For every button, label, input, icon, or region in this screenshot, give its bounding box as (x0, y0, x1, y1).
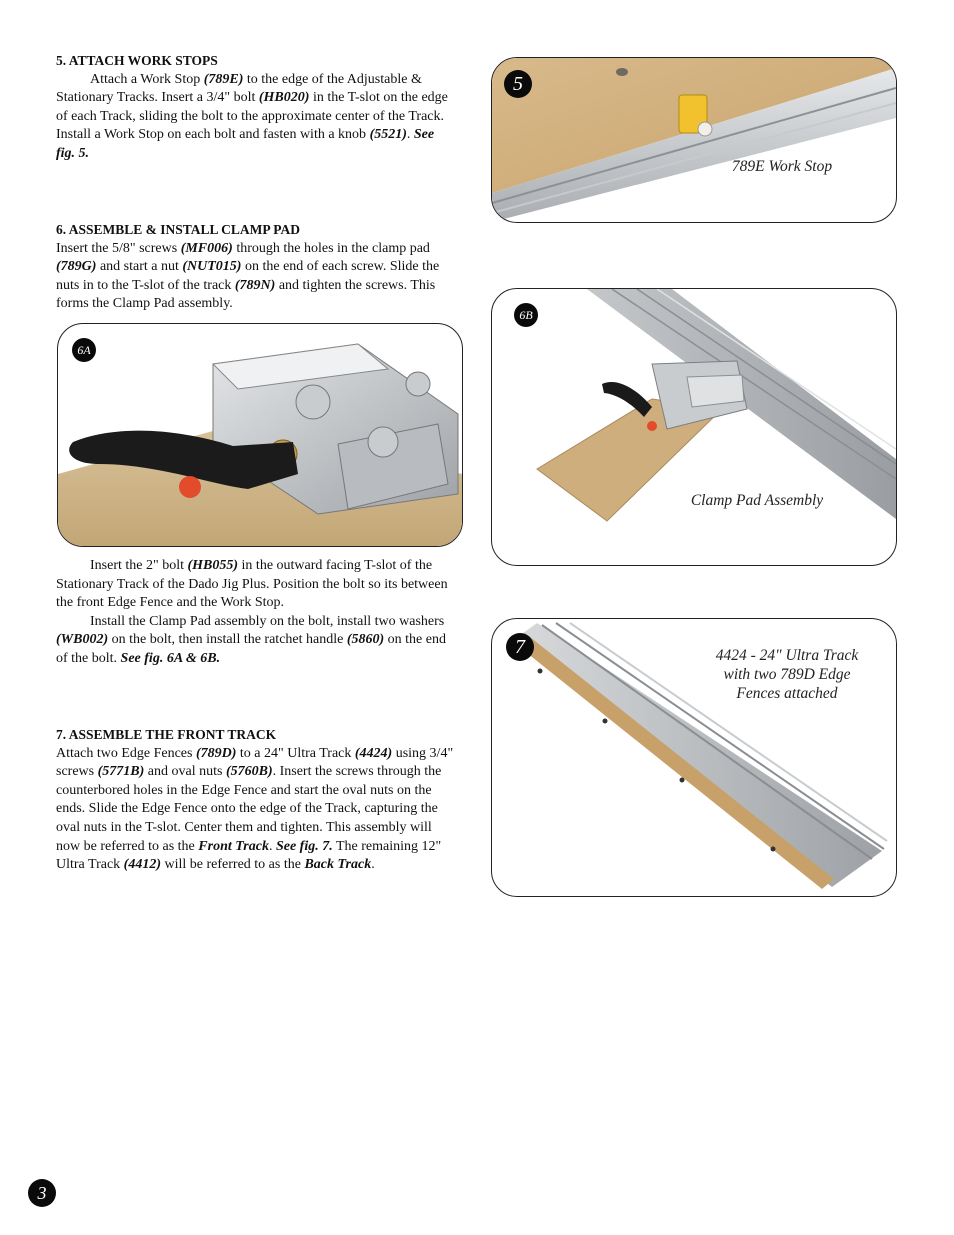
section-7-heading: 7. ASSEMBLE THE FRONT TRACK (56, 727, 277, 742)
text: . Insert the screws through the counterbored holes in the Edge Fence and start the oval nuts on the ends. Slide the Edge Fence onto the edge of the Track, capturing the oval nuts in the T-slot. Center them and tighten. This assembly will now be referred to as the (56, 764, 442, 854)
term-ref: Back Track (304, 857, 372, 873)
text: will be referred to as the (161, 857, 305, 873)
text: and start a nut (96, 259, 183, 275)
fig-ref: See fig. 5. (56, 127, 435, 161)
figure-5-illustration (492, 58, 896, 222)
part-ref: (789E) (203, 71, 244, 87)
text: on the end of each screw. Slide the nuts in to the T-slot of the track (56, 259, 440, 293)
part-ref: (789N) (234, 277, 276, 293)
text: Attach two Edge Fences (56, 745, 196, 761)
text: in the T-slot on the edge of each Track, sliding the bolt to the approximate center of the Track. Install a Work Stop on each bolt and fasten with a knob (56, 90, 448, 143)
figure-7 (491, 618, 897, 897)
text: . (371, 857, 375, 873)
section-5-body (56, 71, 456, 164)
section-6-body (56, 240, 456, 314)
part-ref: (4412) (123, 857, 161, 873)
part-ref: (5860) (346, 632, 385, 648)
text: through the holes in the clamp pad (232, 240, 430, 256)
part-ref: (5521) (369, 127, 407, 143)
text: Insert the 5/8" screws (56, 240, 181, 256)
part-ref: (HB055) (187, 558, 239, 573)
part-ref: (NUT015) (182, 259, 242, 275)
figure-6b-caption: Clamp Pad Assembly (690, 492, 824, 509)
text: to a 24" Ultra Track (236, 745, 355, 761)
section-6-para-2 (56, 557, 456, 613)
text: Install the Clamp Pad assembly on the bolt, install two washers (90, 613, 445, 629)
section-7 (56, 726, 456, 875)
figure-7-caption (697, 646, 877, 703)
figure-6b (491, 288, 897, 566)
fig-ref: See fig. 7. (275, 838, 333, 854)
section-6-para-3 (56, 613, 456, 669)
fig-ref: See fig. 6A & 6B. (120, 650, 221, 666)
part-ref: (HB020) (258, 90, 310, 106)
part-ref: (MF006) (180, 240, 233, 256)
section-7-body (56, 745, 456, 875)
text: in the outward facing T-slot of the Stationary Track of the Dado Jig Plus. Position the bolt so its between the front Edge Fence and the Work Stop. (56, 558, 448, 611)
part-ref: (5760B) (225, 764, 273, 780)
text: to the edge of the Adjustable & Stationary Tracks. Insert a 3/4" bolt (56, 71, 422, 106)
text: on the end of the bolt. (56, 632, 446, 666)
text: Attach a Work Stop (90, 71, 204, 87)
text: Insert the 2" bolt (90, 558, 188, 573)
figure-5 (491, 57, 897, 223)
figure-badge: 5 (504, 70, 532, 98)
caption-line: 4424 - 24" Ultra Track (715, 647, 859, 664)
figure-badge: 6B (514, 303, 538, 327)
section-6-heading: 6. ASSEMBLE & INSTALL CLAMP PAD (56, 222, 301, 237)
section-5 (56, 52, 456, 164)
part-ref: (4424) (354, 745, 393, 761)
text: and tighten the screws. This forms the Clamp Pad assembly. (56, 277, 436, 312)
figure-6b-illustration (492, 289, 896, 565)
text: . (406, 127, 414, 143)
figure-6a-illustration (58, 324, 462, 546)
figure-5-caption: 789E Work Stop (731, 158, 833, 175)
figure-badge: 6A (72, 338, 96, 362)
figure-6a (57, 323, 463, 547)
text: on the bolt, then install the ratchet handle (108, 632, 347, 648)
section-6-continued (56, 557, 456, 669)
part-ref: (789D) (195, 745, 237, 761)
section-5-heading: 5. ATTACH WORK STOPS (56, 53, 218, 68)
part-ref: (5771B) (97, 764, 145, 780)
caption-line: Fences attached (736, 685, 838, 702)
term-ref: Front Track (198, 838, 269, 854)
text: and oval nuts (144, 764, 226, 780)
page-number: 3 (28, 1179, 56, 1207)
caption-line: with two 789D Edge (723, 666, 851, 683)
section-6 (56, 221, 456, 314)
text: The remaining 12" Ultra Track (56, 838, 442, 873)
figure-badge: 7 (506, 633, 534, 661)
text: using 3/4" screws (56, 745, 454, 780)
part-ref: (WB002) (56, 632, 109, 648)
text: . (268, 838, 276, 854)
part-ref: (789G) (56, 259, 97, 275)
